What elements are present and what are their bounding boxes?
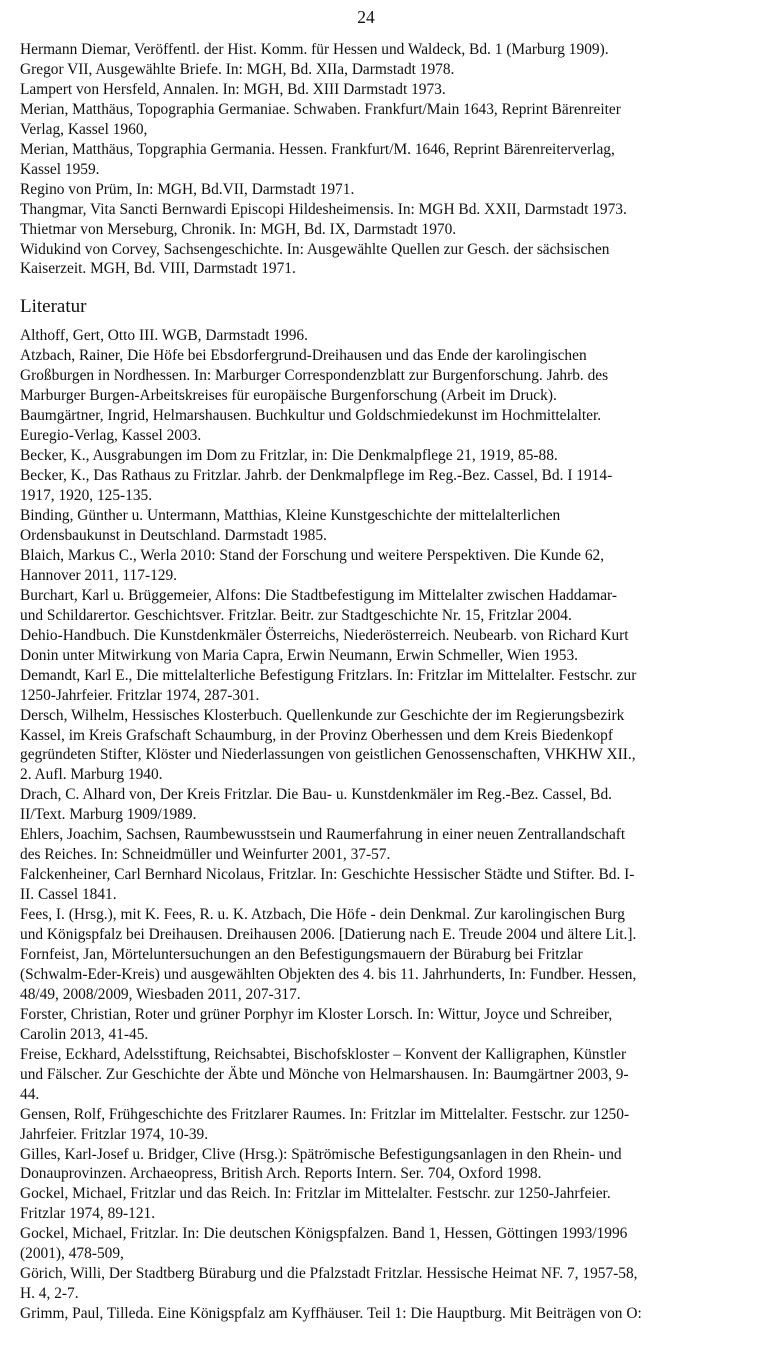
source-entry: Merian, Matthäus, Topgraphia Germania. Hessen. Frankfurt/M. 1646, Reprint Bärenreiterverlag, Kassel 1959. xyxy=(20,140,615,178)
literature-entry: Gockel, Michael, Fritzlar und das Reich. In: Fritzlar im Mittelalter. Festschr. zur 1250-Jahrfeier. Fritzlar 1974, 89-121. xyxy=(20,1185,611,1223)
literature-entry: Becker, K., Ausgrabungen im Dom zu Fritzlar, in: Die Denkmalpflege 21, 1919, 85-88. xyxy=(20,447,558,465)
literature-entry: Becker, K., Das Rathaus zu Fritzlar. Jahrb. der Denkmalpflege im Reg.-Bez. Cassel, Bd. I 1914- 1917, 1920, 125-135. xyxy=(20,467,613,505)
source-entry: Widukind von Corvey, Sachsengeschichte. In: Ausgewählte Quellen zur Gesch. der sächsischen Kaiserzeit. MGH, Bd. VIII, Darmstadt 1971. xyxy=(20,240,610,278)
literature-entry: Binding, Günther u. Untermann, Matthias, Kleine Kunstgeschichte der mittelalterlichen Ordensbaukunst in Deutschland. Darmstadt 1985. xyxy=(20,507,561,544)
source-entry: Hermann Diemar, Veröffentl. der Hist. Komm. für Hessen und Waldeck, Bd. 1 (Marburg 1909). xyxy=(20,41,609,58)
literature-entry: Gilles, Karl-Josef u. Bridger, Clive (Hrsg.): Spätrömische Befestigungsanlagen in den Rhein- und Donauprovinzen. Archaeopress, British Arch. Reports Intern. Ser. 704, Oxford 1998. xyxy=(20,1145,622,1183)
literature-entry: Ehlers, Joachim, Sachsen, Raumbewusstsein und Raumerfahrung in einer neuen Zentrallandschaft des Reiches. In: Schneidmüller und Weinfurter 2001, 37-57. xyxy=(20,826,626,864)
literature-entry: Grimm, Paul, Tilleda. Eine Königspfalz am Kyffhäuser. Teil 1: Die Hauptburg. Mit Beiträgen von O: xyxy=(20,1305,642,1323)
literature-entry: Fees, I. (Hrsg.), mit K. Fees, R. u. K. Atzbach, Die Höfe - dein Denkmal. Zur karolingischen Burg und Königspfalz bei Dreihausen. Dreihausen 2006. [Datierung nach E. Treude 2004 und ältere Lit.]. xyxy=(20,906,637,944)
source-entry: Thietmar von Merseburg, Chronik. In: MGH, Bd. IX, Darmstadt 1970. xyxy=(20,220,457,238)
literature-entry: Gockel, Michael, Fritzlar. In: Die deutschen Königspfalzen. Band 1, Hessen, Göttingen 1993/1996 (2001), 478-509, xyxy=(20,1225,628,1263)
source-entry: Merian, Matthäus, Topographia Germaniae. Schwaben. Frankfurt/Main 1643, Reprint Bärenreiter Verlag, Kassel 1960, xyxy=(20,100,621,138)
source-entry: Thangmar, Vita Sancti Bernwardi Episcopi Hildesheimensis. In: MGH Bd. XXII, Darmstadt 1973. xyxy=(20,200,627,218)
source-entry: Lampert von Hersfeld, Annalen. In: MGH, Bd. XIII Darmstadt 1973. xyxy=(20,80,446,98)
literature-entry: Dehio-Handbuch. Die Kunstdenkmäler Österreichs, Niederösterreich. Neubearb. von Richard Kurt Donin unter Mitwirkung von Maria Capra, Erwin Neumann, Erwin Schmeller, Wien 1953. xyxy=(20,626,629,664)
sources-list xyxy=(20,40,712,279)
literature-entry: Görich, Willi, Der Stadtberg Büraburg und die Pfalzstadt Fritzlar. Hessische Heimat NF. 7, 1957-58, H. 4, 2-7. xyxy=(20,1265,638,1303)
literature-entry: Baumgärtner, Ingrid, Helmarshausen. Buchkultur und Goldschmiedekunst im Hochmittelalter. Euregio-Verlag, Kassel 2003. xyxy=(20,407,602,445)
literature-entry: Burchart, Karl u. Brüggemeier, Alfons: Die Stadtbefestigung im Mittelalter zwischen Haddamar- und Schildarertor. Geschichtsver. Fritzlar. Beitr. zur Stadtgeschichte Nr. 15, Fritzlar 2004. xyxy=(20,586,618,624)
literature-entry: Althoff, Gert, Otto III. WGB, Darmstadt 1996. xyxy=(20,327,308,345)
page-number: 24 xyxy=(357,7,375,27)
literature-entry: Freise, Eckhard, Adelsstiftung, Reichsabtei, Bischofskloster – Konvent der Kalligraphen, Künstler und Fälscher. Zur Geschichte der Äbte und Mönche von Helmarshausen. In: Baumgärtner 2003, 9- 44. xyxy=(20,1045,629,1103)
literature-list xyxy=(20,326,712,1324)
literature-entry: Gensen, Rolf, Frühgeschichte des Fritzlarer Raumes. In: Fritzlar im Mittelalter. Festschr. zur 1250- Jahrfeier. Fritzlar 1974, 10-39. xyxy=(20,1105,630,1143)
literature-entry: Blaich, Markus C., Werla 2010: Stand der Forschung und weitere Perspektiven. Die Kunde 62, Hannover 2011, 117-129. xyxy=(20,546,605,584)
source-entry: Regino von Prüm, In: MGH, Bd.VII, Darmstadt 1971. xyxy=(20,180,355,198)
literature-entry: Fornfeist, Jan, Mörteluntersuchungen an den Befestigungsmauern der Büraburg bei Fritzlar (Schwalm-Eder-Kreis) und ausgewählten Objekten des 4. bis 11. Jahrhunderts, In: Fundber. Hessen, 48/49, 2008/2009, Wiesbaden 2011, 207-317. xyxy=(20,945,637,1003)
literature-entry: Falckenheiner, Carl Bernhard Nicolaus, Fritzlar. In: Geschichte Hessischer Städte und Stifter. Bd. I- II. Cassel 1841. xyxy=(20,866,635,904)
literature-heading: Literatur xyxy=(20,296,87,318)
source-entry: Gregor VII, Ausgewählte Briefe. In: MGH, Bd. XIIa, Darmstadt 1978. xyxy=(20,60,455,78)
literature-entry: Forster, Christian, Roter und grüner Porphyr im Kloster Lorsch. In: Wittur, Joyce und Schreiber, Carolin 2013, 41-45. xyxy=(20,1005,613,1043)
literature-entry: Drach, C. Alhard von, Der Kreis Fritzlar. Die Bau- u. Kunstdenkmäler im Reg.-Bez. Cassel, Bd. II/Text. Marburg 1909/1989. xyxy=(20,786,612,824)
literature-entry: Demandt, Karl E., Die mittelalterliche Befestigung Fritzlars. In: Fritzlar im Mittelalter. Festschr. zur 1250-Jahrfeier. Fritzlar 1974, 287-301. xyxy=(20,666,637,704)
literature-entry: Dersch, Wilhelm, Hessisches Klosterbuch. Quellenkunde zur Geschichte der im Regierungsbezirk Kassel, im Kreis Grafschaft Schaumburg, in der Provinz Oberhessen und dem Kreis Biedenkopf gegründeten Stifter, Klöster und Niederlassungen von geistlichen Genossenschaften, VHKHW XII., 2. Aufl. Marburg 1940. xyxy=(20,706,636,784)
literature-entry: Atzbach, Rainer, Die Höfe bei Ebsdorfergrund-Dreihausen und das Ende der karolingischen Großburgen in Nordhessen. In: Marburger Correspondenzblatt zur Burgenforschung. Jahrb. des Marburger Burgen-Arbeitskreises für europäische Burgenforschung (Arbeit im Druck). xyxy=(20,347,609,405)
